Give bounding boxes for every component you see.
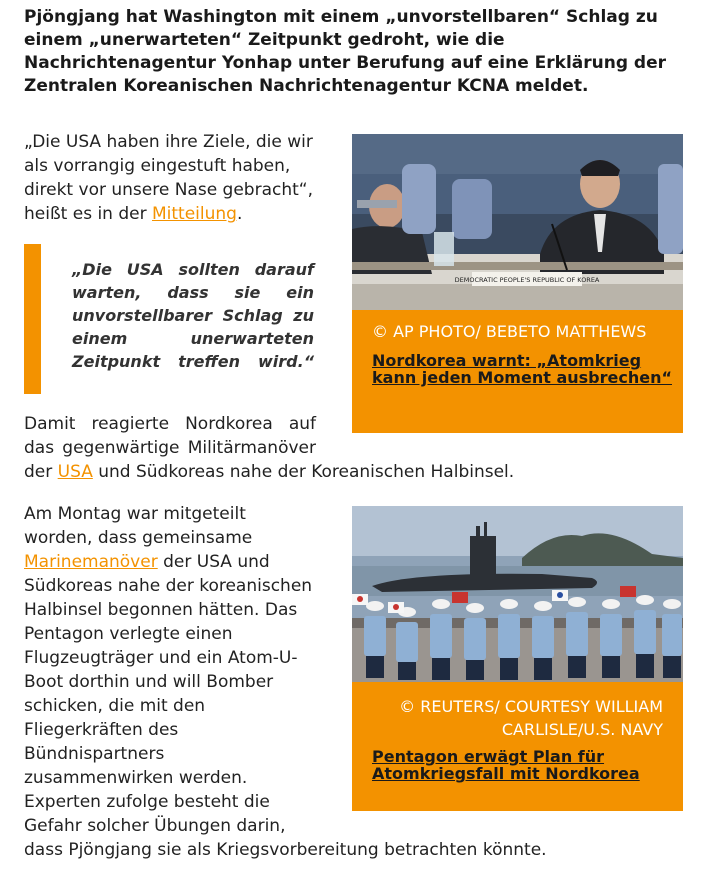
- paragraph-text: der: [24, 462, 58, 482]
- link-mitteilung[interactable]: Mitteilung: [152, 204, 237, 224]
- paragraph-text: und Südkoreas nahe der Koreanischen Halbinsel.: [92, 462, 515, 482]
- paragraph-text: „Die USA haben ihre Ziele, die wir als vorrangig eingestuft haben, direkt vor unsere Nase gebracht“, heißt es in der: [24, 132, 313, 224]
- link-usa[interactable]: USA: [57, 462, 93, 482]
- paragraph-statement: [24, 130, 324, 226]
- photo-credit: © REUTERS/ COURTESY WILLIAM CARLISLE/U.S. NAVY: [399, 697, 663, 739]
- related-article-link-2[interactable]: Pentagon erwägt Plan für Atomkriegsfall mit Nordkorea: [372, 747, 640, 783]
- link-marinemanoever[interactable]: Marinemanöver: [24, 552, 158, 572]
- paragraph-text: Damit reagierte Nordkorea auf das gegenwärtige Militärmanöver: [24, 414, 316, 458]
- paragraph-text: der USA und Südkoreas nahe der koreanischen Halbinsel begonnen hätten. Das Pentagon verlegte einen Flugzeugträger und ein Atom-U-Boot dorthin und will Bomber schicken, die mit den Fliegerkräften des Bündnispartners zusammenwirken werden. Experten zufolge besteht die Gefahr solcher Übungen darin,: [24, 552, 313, 836]
- photo-credit: © AP PHOTO/ BEBETO MATTHEWS: [372, 322, 647, 341]
- photo-submarine[interactable]: [352, 506, 683, 682]
- related-article-card-2[interactable]: [352, 506, 683, 811]
- nameplate-text: DEMOCRATIC PEOPLE'S REPUBLIC OF KOREA: [454, 276, 600, 284]
- related-article-card-1[interactable]: [352, 134, 683, 433]
- blockquote: [24, 244, 316, 394]
- quote-accent-bar: [24, 244, 41, 394]
- quote-text: „Die USA sollten darauf warten, dass sie ein unvorstellbarer Schlag zu einem unerwarteten Zeitpunkt treffen wird.“: [72, 260, 314, 371]
- related-article-link-1[interactable]: Nordkorea warnt: „Atomkrieg kann jeden Moment ausbrechen“: [372, 351, 672, 387]
- paragraph-text: dass Pjöngjang sie als Kriegsvorbereitung betrachten könnte.: [24, 840, 547, 860]
- article-lead: Pjöngjang hat Washington mit einem „unvorstellbaren“ Schlag zu einem „unerwarteten“ Zeitpunkt gedroht, wie die Nachrichtenagentur Yonhap unter Berufung auf eine Erklärung der Zentralen Koreanischen Nachrichtenagentur KCNA meldet.: [24, 7, 667, 96]
- photo-un-council[interactable]: [352, 134, 683, 310]
- paragraph-text: .: [236, 204, 243, 224]
- paragraph-text: Am Montag war mitgeteilt worden, dass gemeinsame: [24, 504, 253, 548]
